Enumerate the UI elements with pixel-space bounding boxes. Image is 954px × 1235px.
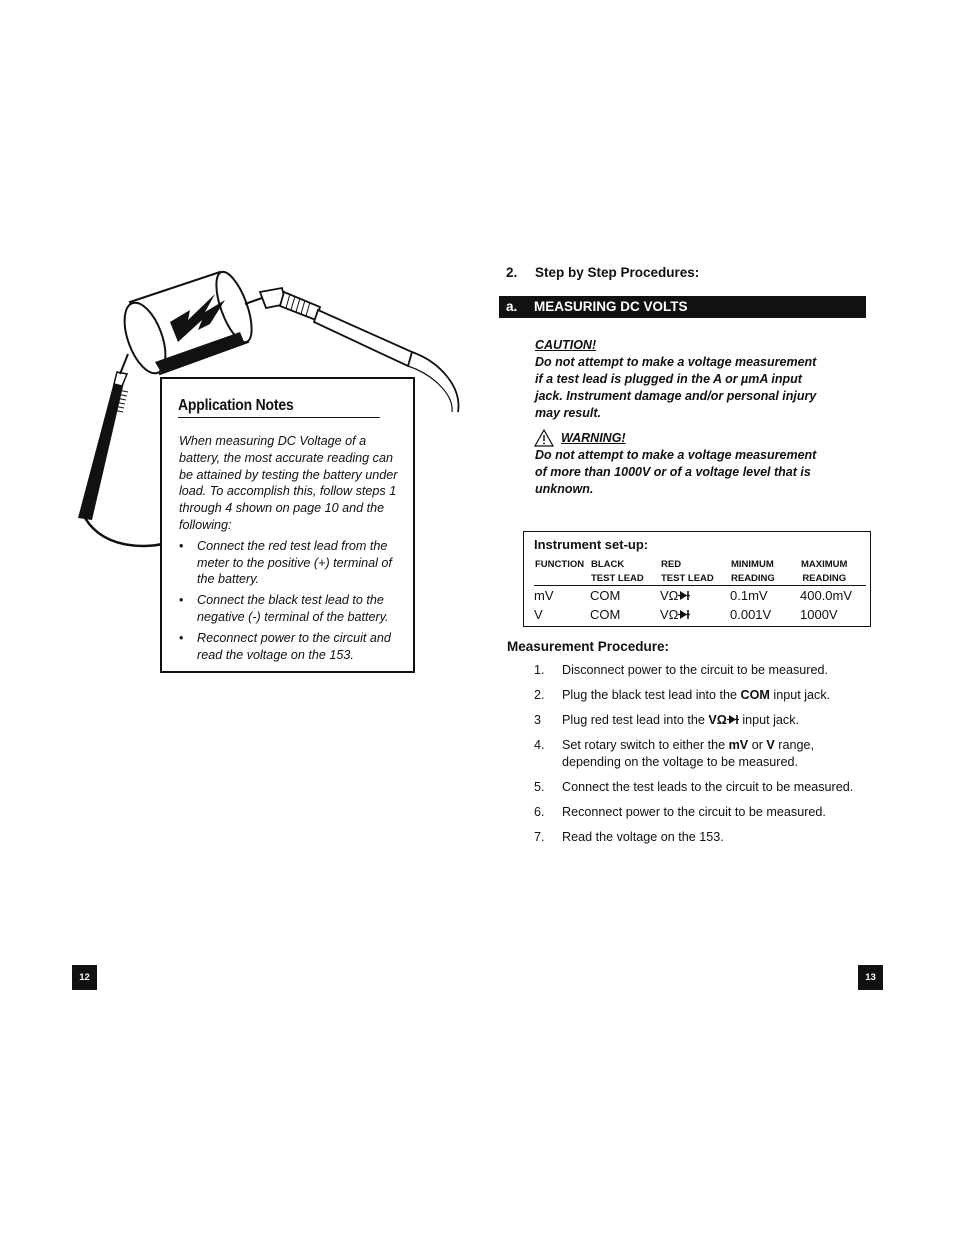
instrument-setup-title: Instrument set-up: (534, 537, 649, 552)
procedure-step: 4. Set rotary switch to either the mV or V range, depending on the voltage to be measured. (534, 738, 815, 769)
table-cell-function: mV (534, 588, 554, 603)
bullet-icon: • (179, 593, 184, 608)
col-header-black: BLACK TEST LEAD (591, 559, 644, 584)
table-cell-black: COM (590, 607, 621, 622)
caution-label: CAUTION! (535, 338, 597, 352)
application-notes-list (179, 538, 405, 664)
procedure-step: 7. Read the voltage on the 153. (534, 830, 724, 844)
table-cell-maximum: 400.0mV (800, 588, 853, 603)
caution-notice (535, 337, 825, 422)
procedure-step: 1. Disconnect power to the circuit to be measured. (534, 663, 828, 677)
black-lead-cable (82, 512, 162, 546)
application-notes-body (179, 433, 405, 667)
battery (116, 268, 259, 379)
application-note-item: • Connect the red test lead from the meter to the positive (+) terminal of the battery. (179, 538, 392, 587)
application-note-item: • Connect the black test lead to the negative (-) terminal of the battery. (179, 593, 389, 624)
step-heading-label: Step by Step Procedures: (535, 265, 700, 280)
step-heading-number: 2. (506, 265, 518, 280)
col-header-function: FUNCTION (535, 559, 585, 570)
black-probe (78, 354, 128, 520)
table-cell-maximum: 1000V (800, 607, 838, 622)
measurement-procedure-title: Measurement Procedure: (507, 639, 670, 654)
table-cell-function: V (534, 607, 543, 622)
diode-icon (678, 609, 690, 620)
table-cell-black: COM (590, 588, 621, 603)
col-header-red: RED TEST LEAD (661, 559, 714, 584)
application-notes-title: Application Notes (178, 397, 380, 418)
col-header-minimum: MINIMUM READING (731, 559, 775, 584)
diode-icon (727, 714, 739, 725)
section-title-bar (499, 296, 866, 318)
application-notes-box (160, 377, 415, 673)
section-letter: a. (506, 299, 518, 314)
diode-icon (678, 590, 690, 601)
procedure-step: 3 Plug red test lead into the VΩ input jack. (534, 713, 800, 727)
col-header-maximum: MAXIMUM READING (801, 559, 848, 584)
warning-notice (535, 430, 825, 498)
bullet-icon: • (179, 630, 184, 645)
page-number-left: 12 (72, 965, 97, 990)
procedure-step: 2. Plug the black test lead into the COM input jack. (534, 688, 831, 702)
warning-text: Do not attempt to make a voltage measurement of more than 1000V or of a voltage level that is unknown. (535, 448, 817, 496)
application-notes-intro: When measuring DC Voltage of a battery, the most accurate reading can be attained by testing the battery under load. To accomplish this, follow steps 1 through 4 shown on page 10 and the following: (179, 434, 398, 532)
step-by-step-heading (506, 265, 699, 280)
procedure-step: 5. Connect the test leads to the circuit to be measured. (534, 780, 854, 794)
section-title: MEASURING DC VOLTS (534, 299, 688, 314)
measurement-steps (534, 662, 874, 854)
table-cell-red: VΩ (660, 588, 690, 603)
page-number-right: 13 (858, 965, 883, 990)
table-cell-minimum: 0.001V (730, 607, 772, 622)
application-note-item: • Reconnect power to the circuit and read the voltage on the 153. (179, 630, 391, 662)
table-cell-minimum: 0.1mV (730, 588, 768, 603)
caution-text: Do not attempt to make a voltage measurement if a test lead is plugged in the A or µmA input jack. Instrument damage and/or personal injury may result. (535, 355, 817, 420)
bullet-icon: • (179, 538, 184, 553)
table-cell-red: VΩ (660, 607, 690, 622)
warning-label: WARNING! (561, 431, 626, 445)
table-header-rule (534, 585, 866, 586)
instrument-setup-table (523, 531, 871, 627)
procedure-step: 6. Reconnect power to the circuit to be measured. (534, 805, 826, 819)
volt-ohm-jack-label: VΩ (708, 713, 739, 727)
